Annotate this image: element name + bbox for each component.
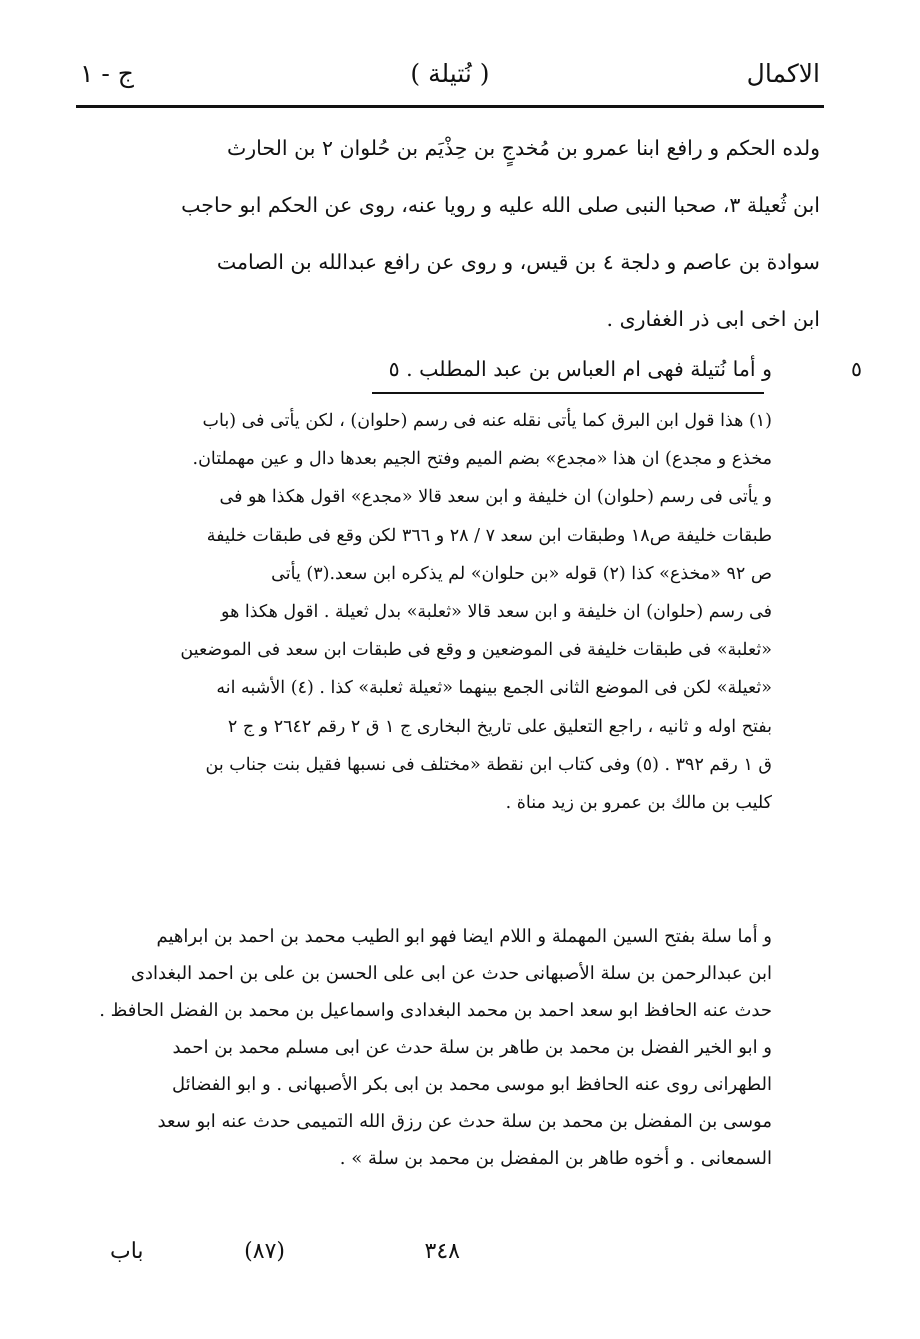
page-number: ٣٤٨ bbox=[424, 1239, 460, 1264]
text-line: و ابو الخير الفضل بن محمد بن طاهر بن سلة حدث عن ابى مسلم محمد بن احمد bbox=[172, 1037, 772, 1058]
footnote-line: و يأتى فى رسم (حلوان) ان خليفة و ابن سعد قالا «مجدع» اقول هكذا هو فى bbox=[219, 487, 772, 508]
footnote-line: مخذع و مجدع) ان هذا «مجدع» بضم الميم وفتح الجيم بعدها دال و عين مهملتان. bbox=[192, 449, 772, 470]
volume-label: ج - ١ bbox=[80, 59, 134, 88]
running-header bbox=[80, 52, 820, 96]
numbered-line bbox=[96, 344, 862, 394]
text-line: ابن ثُعيلة ٣، صحبا النبى صلى الله عليه و رويا عنه، روى عن الحكم ابو حاجب bbox=[181, 193, 820, 217]
footnote-line: «ثعيلة» لكن فى الموضع الثانى الجمع بينهما «ثعيلة ثعلبة» كذا . (٤) الأشبه انه bbox=[216, 678, 772, 699]
entry-title: ( نُتيلة ) bbox=[410, 59, 490, 88]
continuation-text bbox=[96, 918, 772, 1177]
footnote-line: (١) هذا قول ابن البرق كما يأتى نقله عنه فى رسم (حلوان) ، لكن يأتى فى (باب bbox=[202, 411, 772, 431]
book-title: الاكمال bbox=[746, 59, 820, 88]
text-line: حدث عنه الحافظ ابو سعد احمد بن محمد البغدادى واسماعيل بن محمد بن الفضل الحافظ . bbox=[99, 1000, 772, 1021]
footnote-line: كليب بن مالك بن عمرو بن زيد مناة . bbox=[505, 792, 772, 813]
footnote-line: «ثعلبة» فى طبقات خليفة فى الموضعين و وقع فى طبقات ابن سعد فى الموضعين bbox=[180, 640, 772, 661]
footnote-line: ص ٩٢ «مخذع» كذا (٢) قوله «بن حلوان» لم يذكره ابن سعد.(٣) يأتى bbox=[271, 563, 772, 584]
text-line: السمعانى . و أخوه طاهر بن المفضل بن محمد بن سلة » . bbox=[339, 1148, 772, 1169]
footnote-line: فى رسم (حلوان) ان خليفة و ابن سعد قالا «ثعلبة» بدل ثعيلة . اقول هكذا هو bbox=[221, 601, 772, 622]
footnotes bbox=[96, 402, 772, 822]
secondary-page-number: (٨٧) bbox=[244, 1239, 285, 1264]
footnote-line: طبقات خليفة ص١٨ وطبقات ابن سعد ٧ / ٢٨ و ٣٦٦ لكن وقع فى طبقات خليفة bbox=[206, 525, 772, 546]
page-footer bbox=[110, 1232, 770, 1272]
header-rule bbox=[76, 105, 824, 108]
text-line: و أما سلة بفتح السين المهملة و اللام ايضا فهو ابو الطيب محمد بن احمد بن ابراهيم bbox=[156, 926, 772, 947]
line-number: ٥ bbox=[850, 357, 862, 381]
footnote-line: بفتح اوله و ثانيه ، راجع التعليق على تاريخ البخارى ج ١ ق ٢ رقم ٢٦٤٢ و ج ٢ bbox=[227, 716, 772, 737]
text-line: ابن عبدالرحمن بن سلة الأصبهانى حدث عن ابى على الحسن بن على بن احمد البغدادى bbox=[130, 963, 772, 984]
footnote-rule bbox=[372, 392, 764, 394]
text-line: موسى بن المفضل بن محمد بن سلة حدث عن رزق الله التميمى حدث عنه ابو سعد bbox=[157, 1111, 772, 1132]
text-line: ابن اخى ابى ذر الغفارى . bbox=[606, 307, 820, 331]
text-line: الطهرانى روى عنه الحافظ ابو موسى محمد بن ابى بكر الأصبهانى . و ابو الفضائل bbox=[171, 1074, 772, 1095]
text-line: و أما نُتيلة فهى ام العباس بن عبد المطلب . ٥ bbox=[388, 357, 772, 381]
text-line: سوادة بن عاصم و دلجة ٤ بن قيس، و روى عن رافع عبدالله بن الصامت bbox=[216, 250, 820, 274]
text-line: ولده الحكم و رافع ابنا عمرو بن مُخدجٍ بن حِذْيَم بن حُلوان ٢ بن الحارث bbox=[226, 136, 820, 160]
footnote-line: ق ١ رقم ٣٩٢ . (٥) وفى كتاب ابن نقطة «مختلف فى نسبها فقيل بنت جناب بن bbox=[205, 754, 772, 775]
main-text bbox=[96, 120, 820, 348]
catchword: باب bbox=[110, 1239, 144, 1264]
